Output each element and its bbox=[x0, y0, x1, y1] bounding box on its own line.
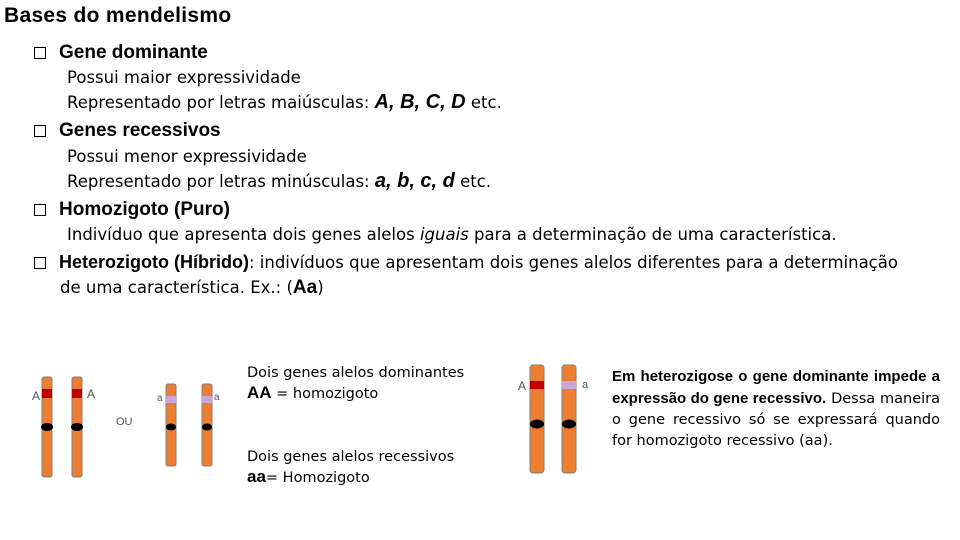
section-line bbox=[67, 91, 502, 114]
centromere bbox=[41, 423, 53, 431]
line-text: de uma característica. Ex.: ( bbox=[60, 278, 293, 297]
caption-dominant bbox=[247, 365, 464, 403]
bullet-box-icon bbox=[34, 257, 46, 269]
centromere bbox=[562, 420, 576, 429]
bullet-box-icon bbox=[34, 204, 46, 216]
bullet-box-icon bbox=[34, 47, 46, 59]
emphasis: iguais bbox=[419, 225, 469, 244]
paragraph-bold: Em heterozigose o gene dominante impede a expressão do gene recessivo. bbox=[612, 368, 940, 407]
centromere bbox=[71, 423, 83, 431]
line-text: ) bbox=[317, 278, 324, 297]
recessive-band bbox=[166, 396, 176, 403]
paragraph-text: Dessa maneira o gene recessivo só se expressará quando for homozigoto recessivo (aa). bbox=[612, 391, 940, 449]
section-line: Possui menor expressividade bbox=[67, 147, 307, 166]
section-heading: Heterozigoto (Híbrido) bbox=[59, 252, 249, 272]
bullet-box-icon bbox=[34, 125, 46, 137]
suffix: etc. bbox=[470, 93, 502, 112]
line-text: Indivíduo que apresenta dois genes alelos bbox=[67, 225, 420, 244]
dominant-band bbox=[72, 389, 82, 398]
line-text: Representado por letras minúsculas: bbox=[67, 172, 370, 191]
caption-bold: aa bbox=[247, 467, 266, 486]
allele-label: A bbox=[32, 389, 41, 403]
centromere bbox=[166, 424, 176, 431]
section-line: Possui maior expressividade bbox=[67, 68, 301, 87]
caption-recessive bbox=[247, 449, 454, 487]
allele-label: a bbox=[582, 379, 589, 391]
centromere bbox=[202, 424, 212, 431]
allele-label: A bbox=[87, 387, 96, 401]
section-heading: Gene dominante bbox=[59, 42, 208, 63]
allele-label: A bbox=[518, 379, 527, 393]
caption-line: Dois genes alelos recessivos bbox=[247, 449, 455, 465]
section-line bbox=[60, 277, 324, 299]
allele-label: a bbox=[214, 392, 220, 403]
section-line bbox=[67, 170, 491, 193]
allele-label: a bbox=[157, 393, 163, 404]
line-text: para a determinação de uma característica. bbox=[468, 225, 837, 244]
letters: a, b, c, d bbox=[374, 170, 455, 192]
section-line bbox=[67, 225, 837, 244]
or-label: OU bbox=[116, 416, 133, 428]
explanation-paragraph bbox=[612, 366, 940, 452]
section-heading: Genes recessivos bbox=[59, 120, 221, 141]
line-text: : indivíduos que apresentam dois genes alelos diferentes para a determinação bbox=[248, 253, 898, 272]
dominant-band bbox=[530, 381, 544, 389]
caption-line: Dois genes alelos dominantes bbox=[247, 365, 465, 381]
recessive-band bbox=[562, 381, 576, 389]
centromere bbox=[530, 420, 544, 429]
chromosome-figure-heterozygous bbox=[525, 360, 585, 476]
line-text: Representado por letras maiúsculas: bbox=[67, 93, 370, 112]
caption-text: = homozigoto bbox=[271, 386, 379, 402]
caption-bold: AA bbox=[247, 383, 272, 402]
suffix: etc. bbox=[460, 172, 492, 191]
caption-text: = Homozigoto bbox=[265, 470, 370, 486]
recessive-band bbox=[202, 396, 212, 403]
dominant-band bbox=[42, 389, 52, 398]
page-title: Bases do mendelismo bbox=[4, 4, 232, 27]
letters: A, B, C, D bbox=[374, 91, 466, 113]
section-heading: Homozigoto (Puro) bbox=[59, 199, 230, 220]
example-bold: Aa bbox=[292, 277, 318, 298]
